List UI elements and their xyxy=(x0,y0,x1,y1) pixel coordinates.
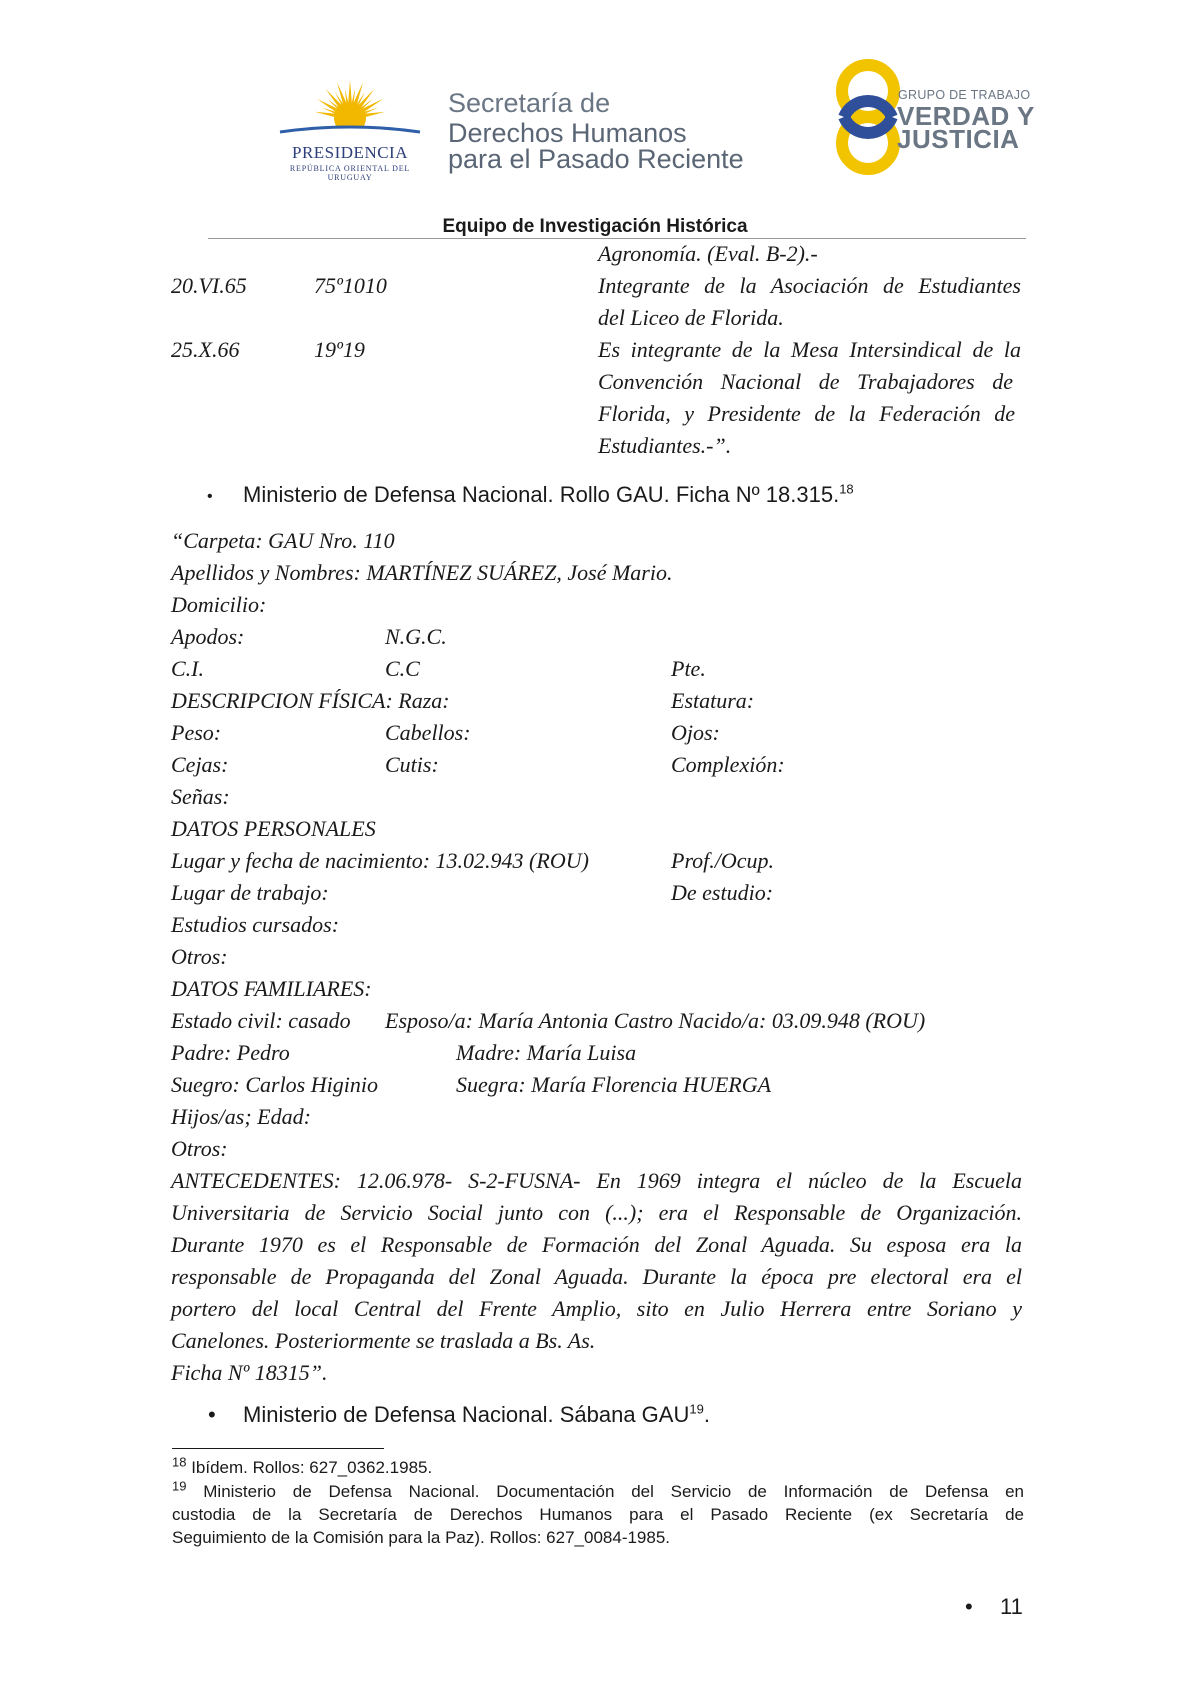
record-madre: Madre: María Luisa xyxy=(456,1040,637,1065)
presidencia-subtitle: REPÚBLICA ORIENTAL DEL URUGUAY xyxy=(289,164,411,182)
table-code-1: 75º1010 xyxy=(314,273,387,298)
record-esposo: Esposo/a: María Antonia Castro Nacido/a: 03.09.948 (ROU) xyxy=(385,1008,926,1033)
record-datos-personales: DATOS PERSONALES xyxy=(171,816,376,841)
table-desc-2a: Es integrante de la Mesa Intersindical de la xyxy=(598,337,1021,362)
record-carpeta: “Carpeta: GAU Nro. 110 xyxy=(171,528,395,553)
record-suegro: Suegro: Carlos Higinio xyxy=(171,1072,378,1097)
gtvj-small-title: GRUPO DE TRABAJO xyxy=(898,88,1031,102)
table-date-1: 20.VI.65 xyxy=(171,273,247,298)
record-cutis: Cutis: xyxy=(385,752,439,777)
record-antecedentes-line-1: ANTECEDENTES: 12.06.978- S-2-FUSNA- En 1969 integra el núcleo de la Escuela xyxy=(171,1168,1022,1193)
bullet-2 xyxy=(243,1402,710,1428)
presidencia-name: PRESIDENCIA xyxy=(291,143,408,162)
bullet-2-tail: . xyxy=(703,1402,710,1427)
presidencia-sun-logo xyxy=(270,78,430,178)
footnote-18-text: Ibídem. Rollos: 627_0362.1985. xyxy=(186,1458,433,1477)
secretaria-line-2: Derechos Humanos xyxy=(448,118,687,148)
footnote-19-text-1: Ministerio de Defensa Nacional. Documentación del Servicio de Información de Defensa en xyxy=(186,1482,1024,1501)
footnote-ref-18[interactable]: 18 xyxy=(839,481,854,497)
header-rule xyxy=(208,238,1026,239)
record-senas: Señas: xyxy=(171,784,230,809)
bullet-2-text: Ministerio de Defensa Nacional. Sábana GAU xyxy=(243,1402,690,1427)
footnote-18-number: 18 xyxy=(172,1454,187,1470)
bullet-2-dot: • xyxy=(208,1402,216,1427)
record-de-estudio: De estudio: xyxy=(671,880,774,905)
record-ci: C.I. xyxy=(171,656,204,681)
table-desc-2d: Estudiantes.-”. xyxy=(598,433,732,458)
footnote-19-number: 19 xyxy=(172,1478,187,1494)
table-date-2: 25.X.66 xyxy=(171,337,240,362)
record-suegra: Suegra: María Florencia HUERGA xyxy=(456,1072,772,1097)
secretaria-line-3: para el Pasado Reciente xyxy=(448,144,744,174)
record-lugar-trabajo: Lugar de trabajo: xyxy=(171,880,329,905)
bullet-1-text: Ministerio de Defensa Nacional. Rollo GAU. Ficha Nº 18.315. xyxy=(243,482,840,507)
page-number-dot: • xyxy=(965,1594,973,1619)
bullet-1 xyxy=(243,482,854,508)
record-otros-1: Otros: xyxy=(171,944,228,969)
record-otros-2: Otros: xyxy=(171,1136,228,1161)
team-heading: Equipo de Investigación Histórica xyxy=(442,216,748,237)
record-domicilio: Domicilio: xyxy=(171,592,267,617)
table-code-2: 19º19 xyxy=(314,337,365,362)
secretaria-line-1: Secretaría de xyxy=(448,88,611,118)
page-number: 11 xyxy=(1000,1594,1023,1619)
record-lugar-fecha: Lugar y fecha de nacimiento: 13.02.943 (ROU) xyxy=(171,848,589,873)
table-desc-2b: Convención Nacional de Trabajadores de xyxy=(598,369,1013,394)
gtvj-title-line-1: VERDAD Y xyxy=(897,101,1035,131)
record-pte: Pte. xyxy=(671,656,706,681)
record-apellidos: Apellidos y Nombres: MARTÍNEZ SUÁREZ, José Mario. xyxy=(171,560,673,585)
record-estatura: Estatura: xyxy=(671,688,755,713)
record-antecedentes-line-5: portero del local Central del Frente Amplio, sito en Julio Herrera entre Soriano y xyxy=(171,1296,1022,1321)
record-complexion: Complexión: xyxy=(671,752,785,777)
record-descripcion: DESCRIPCION FÍSICA: Raza: xyxy=(171,688,450,713)
footnote-rule xyxy=(172,1448,384,1449)
bullet-1-dot: • xyxy=(207,488,213,505)
gtvj-title-line-2: JUSTICIA xyxy=(897,124,1020,154)
table-desc-0: Agronomía. (Eval. B-2).- xyxy=(598,241,818,266)
record-antecedentes-line-2: Universitaria de Servicio Social junto con (...); era el Responsable de Organización. xyxy=(171,1200,1022,1225)
table-desc-1a: Integrante de la Asociación de Estudiantes xyxy=(598,273,1021,298)
record-cejas: Cejas: xyxy=(171,752,229,777)
record-estudios: Estudios cursados: xyxy=(171,912,340,937)
record-peso: Peso: xyxy=(171,720,222,745)
record-cabellos: Cabellos: xyxy=(385,720,471,745)
footnote-19-line-1 xyxy=(172,1478,1024,1503)
record-hijos: Hijos/as; Edad: xyxy=(171,1104,311,1129)
footnote-19-line-3: Seguimiento de la Comisión para la Paz). Rollos: 627_0084-1985. xyxy=(172,1528,671,1547)
record-antecedentes-line-6: Canelones. Posteriormente se traslada a Bs. As. xyxy=(171,1328,596,1353)
record-ojos: Ojos: xyxy=(671,720,720,745)
footnote-ref-19[interactable]: 19 xyxy=(689,1401,704,1417)
record-datos-familiares: DATOS FAMILIARES: xyxy=(171,976,372,1001)
record-prof: Prof./Ocup. xyxy=(671,848,775,873)
footnote-18 xyxy=(172,1454,433,1479)
record-estado-civil: Estado civil: casado xyxy=(171,1008,351,1033)
record-apodos: Apodos: xyxy=(171,624,245,649)
record-cc: C.C xyxy=(385,656,420,681)
table-desc-1b: del Liceo de Florida. xyxy=(598,305,784,330)
record-antecedentes-line-4: responsable de Propaganda del Zonal Aguada. Durante la época pre electoral era el xyxy=(171,1264,1022,1289)
record-apodos-value: N.G.C. xyxy=(385,624,447,649)
record-ficha: Ficha Nº 18315”. xyxy=(171,1360,328,1385)
table-desc-2c: Florida, y Presidente de la Federación de xyxy=(598,401,1015,426)
footnote-19-line-2: custodia de la Secretaría de Derechos Humanos para el Pasado Reciente (ex Secretaría de xyxy=(172,1505,1024,1524)
record-antecedentes-line-3: Durante 1970 es el Responsable de Formación del Zonal Aguada. Su esposa era la xyxy=(171,1232,1022,1257)
record-padre: Padre: Pedro xyxy=(171,1040,290,1065)
